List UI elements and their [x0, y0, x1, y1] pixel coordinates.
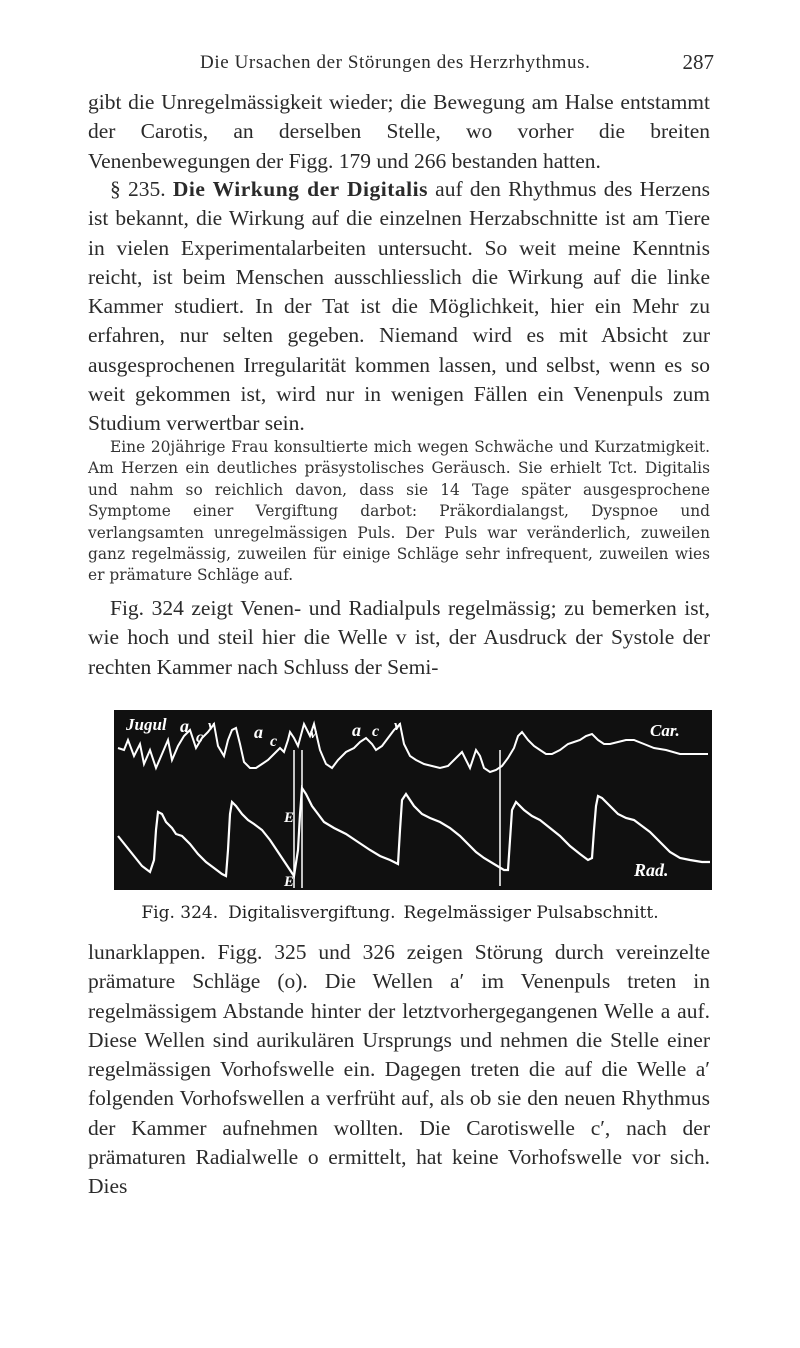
label-e-upper: E [284, 810, 295, 826]
label-rad: Rad. [634, 860, 669, 880]
label-a: a [254, 722, 263, 742]
label-a: a [352, 720, 361, 740]
label-e-lower: E [284, 874, 295, 890]
label-v: v [208, 718, 215, 734]
label-a: a [180, 716, 189, 736]
caption-title: Digitalisvergiftung. [228, 903, 396, 923]
caption-subtitle: Regelmässiger Pulsabschnitt. [403, 903, 659, 923]
case-note: Eine 20jährige Frau konsultierte mich wegen Schwäche und Kurzatmigkeit. Am Herzen ein deutliches präsystolisches Geräusch. Sie erhielt Tct. Digitalis und nahm so reichlich davon, dass sie 14 Tage später ausgesprochene Symptome einer Vergiftung darbot: Präkordialangst, Dyspnoe und verlangsamten unregelmässigen Puls. Der Puls war veränderlich, zuweilen ganz regelmässig, zuweilen für einige Schläge sehr infrequent, zuweilen wies er prämature Schläge auf. [88, 438, 710, 585]
caption-number: Fig. 324. [141, 903, 219, 923]
paragraph-section-235 [88, 175, 710, 439]
label-c: c [196, 729, 204, 746]
paragraph-fig-325-326: lunarklappen. Figg. 325 und 326 zeigen Störung durch vereinzelte prämature Schläge (o). Die Wellen a′ im Venenpuls treten in regelmässigem Abstande hinter der letztvorhergegangenen Welle a auf. Diese Wellen sind aurikulären Ursprungs und nehmen die Stelle einer regelmässigen Vorhofswelle ein. Dagegen treten die auf die Welle a′ folgenden Vorhofswellen a verfrüht auf, als ob sie den neuen Rhythmus der Kammer aufnehmen wollten. Die Carotiswelle c′, nach der prämaturen Radialwelle o ermittelt, hat keine Vorhofswelle vor sich. Dies [88, 940, 710, 1199]
section-number: § 235. [110, 177, 166, 201]
paragraph-continuation: gibt die Unregelmässigkeit wieder; die Bewegung am Halse entstammt der Carotis, an derselben Stelle, wo vorher die breiten Venenbewegungen der Figg. 179 und 266 bestanden hatten. [88, 90, 710, 173]
label-jugul: Jugul [126, 715, 167, 734]
label-car: Car. [650, 721, 680, 740]
figure-caption [0, 903, 800, 923]
paragraph-fig-324: Fig. 324 zeigt Venen- und Radialpuls regelmässig; zu bemerken ist, wie hoch und steil hier die Welle v ist, der Ausdruck der Systole der rechten Kammer nach Schluss der Semi- [88, 596, 710, 679]
running-head [0, 50, 800, 80]
pulse-tracing [114, 710, 712, 890]
pulse-tracing-figure [114, 710, 712, 890]
section-body: auf den Rhythmus des Herzens ist bekannt, die Wirkung auf die einzelnen Herzabschnitte ist am Tiere in vielen Experimentalarbeiten untersucht. So weit meine Kenntnis reicht, ist beim Menschen ausschliesslich die Wirkung auf die linke Kammer studiert. In der Tat ist die Möglichkeit, hier ein Mehr zu erfahren, nur selten gegeben. Niemand wird es mit Absicht zur ausgesprochenen Irregularität kommen lassen, und selbst, wenn es so weit gekommen ist, wird nur in wenigen Fällen ein Venenpuls zum Studium verwertbar sein. [88, 177, 711, 436]
page-number: 287 [682, 50, 714, 74]
label-c: c [372, 723, 380, 740]
label-v: v [394, 718, 401, 734]
label-v: v [310, 726, 317, 742]
label-c: c [270, 733, 278, 750]
section-heading: Die Wirkung der Digitalis [172, 177, 428, 201]
running-title: Die Ursachen der Störungen des Herzrhythmus. [200, 52, 591, 73]
